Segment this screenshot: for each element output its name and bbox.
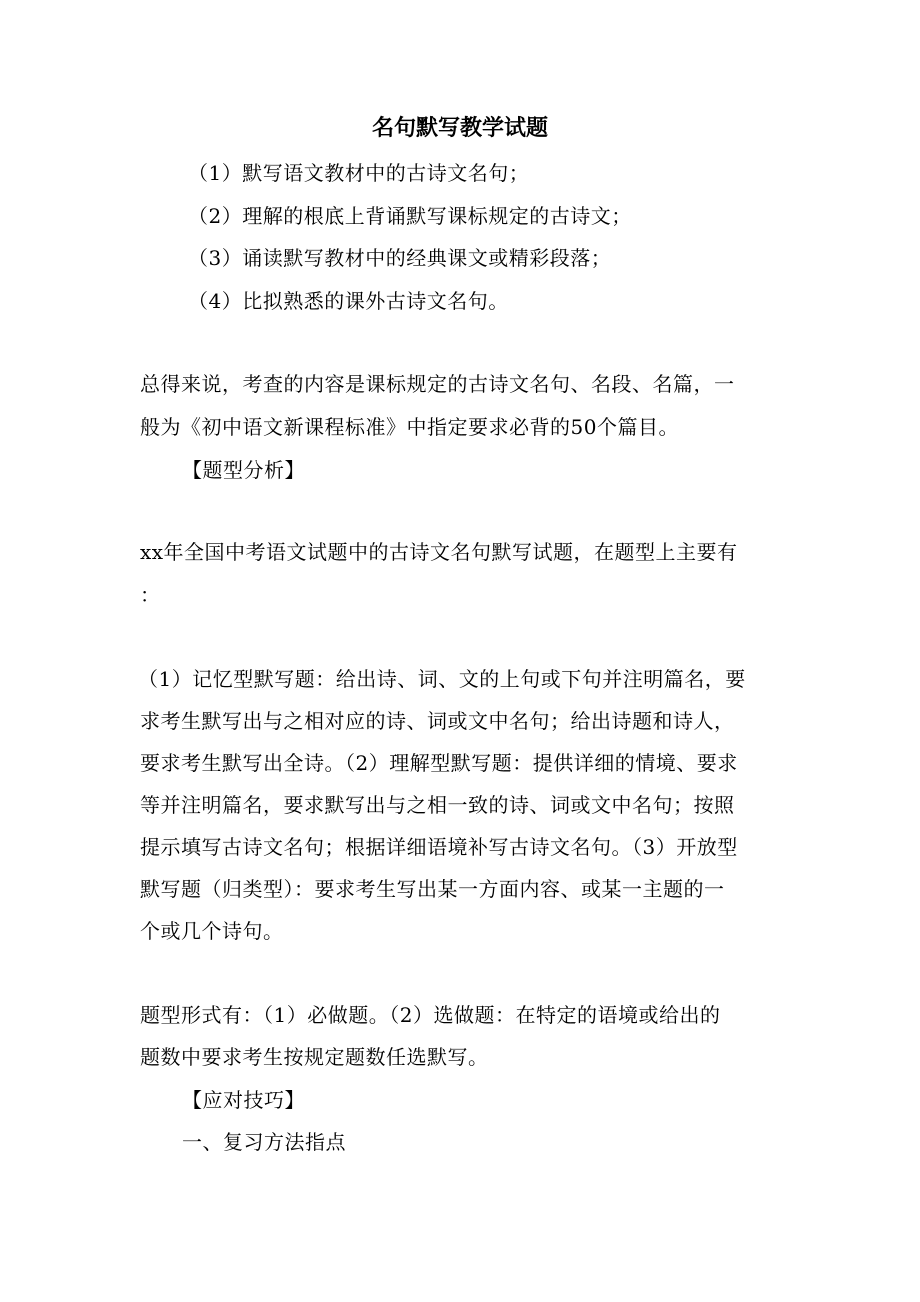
forms-line-2: 题数中要求考生按规定题数任选默写。 xyxy=(140,1045,489,1069)
document-title: 名句默写教学试题 xyxy=(371,115,548,141)
types-line-3: 要求考生默写出全诗。（2）理解型默写题：提供详细的情境、要求 xyxy=(140,751,738,775)
summary-line-1: 总得来说，考查的内容是课标规定的古诗文名句、名段、名篇，一 xyxy=(140,372,735,396)
summary-line-2: 般为《初中语文新课程标准》中指定要求必背的50个篇目。 xyxy=(140,415,679,439)
types-line-5: 提示填写古诗文名句；根据详细语境补写古诗文名句。（3）开放型 xyxy=(140,835,738,859)
types-line-4: 等并注明篇名，要求默写出与之相一致的诗、词或文中名句；按照 xyxy=(140,793,735,817)
intro-line-2: ： xyxy=(140,583,161,607)
requirement-item-1: （1）默写语文教材中的古诗文名句； xyxy=(188,161,530,185)
types-line-2: 求考生默写出与之相对应的诗、词或文中名句；给出诗题和诗人， xyxy=(140,709,735,733)
types-line-7: 个或几个诗句。 xyxy=(140,919,284,943)
forms-line-1: 题型形式有：（1）必做题。（2）选做题：在特定的语境或给出的 xyxy=(140,1003,721,1027)
types-line-1: （1）记忆型默写题：给出诗、词、文的上句或下句并注明篇名，要 xyxy=(138,667,746,691)
intro-line-1: xx年全国中考语文试题中的古诗文名句默写试题，在题型上主要有 xyxy=(140,540,738,564)
heading-response-skills: 【应对技巧】 xyxy=(182,1088,305,1112)
requirement-item-3: （3）诵读默写教材中的经典课文或精彩段落； xyxy=(188,246,612,270)
requirement-item-4: （4）比拟熟悉的课外古诗文名句。 xyxy=(188,289,509,313)
subheading-review-method: 一、复习方法指点 xyxy=(182,1130,346,1154)
requirement-item-2: （2）理解的根底上背诵默写课标规定的古诗文； xyxy=(188,204,632,228)
heading-question-analysis: 【题型分析】 xyxy=(182,458,305,482)
types-line-6: 默写题（归类型）：要求考生写出某一方面内容、或某一主题的一 xyxy=(140,877,725,901)
